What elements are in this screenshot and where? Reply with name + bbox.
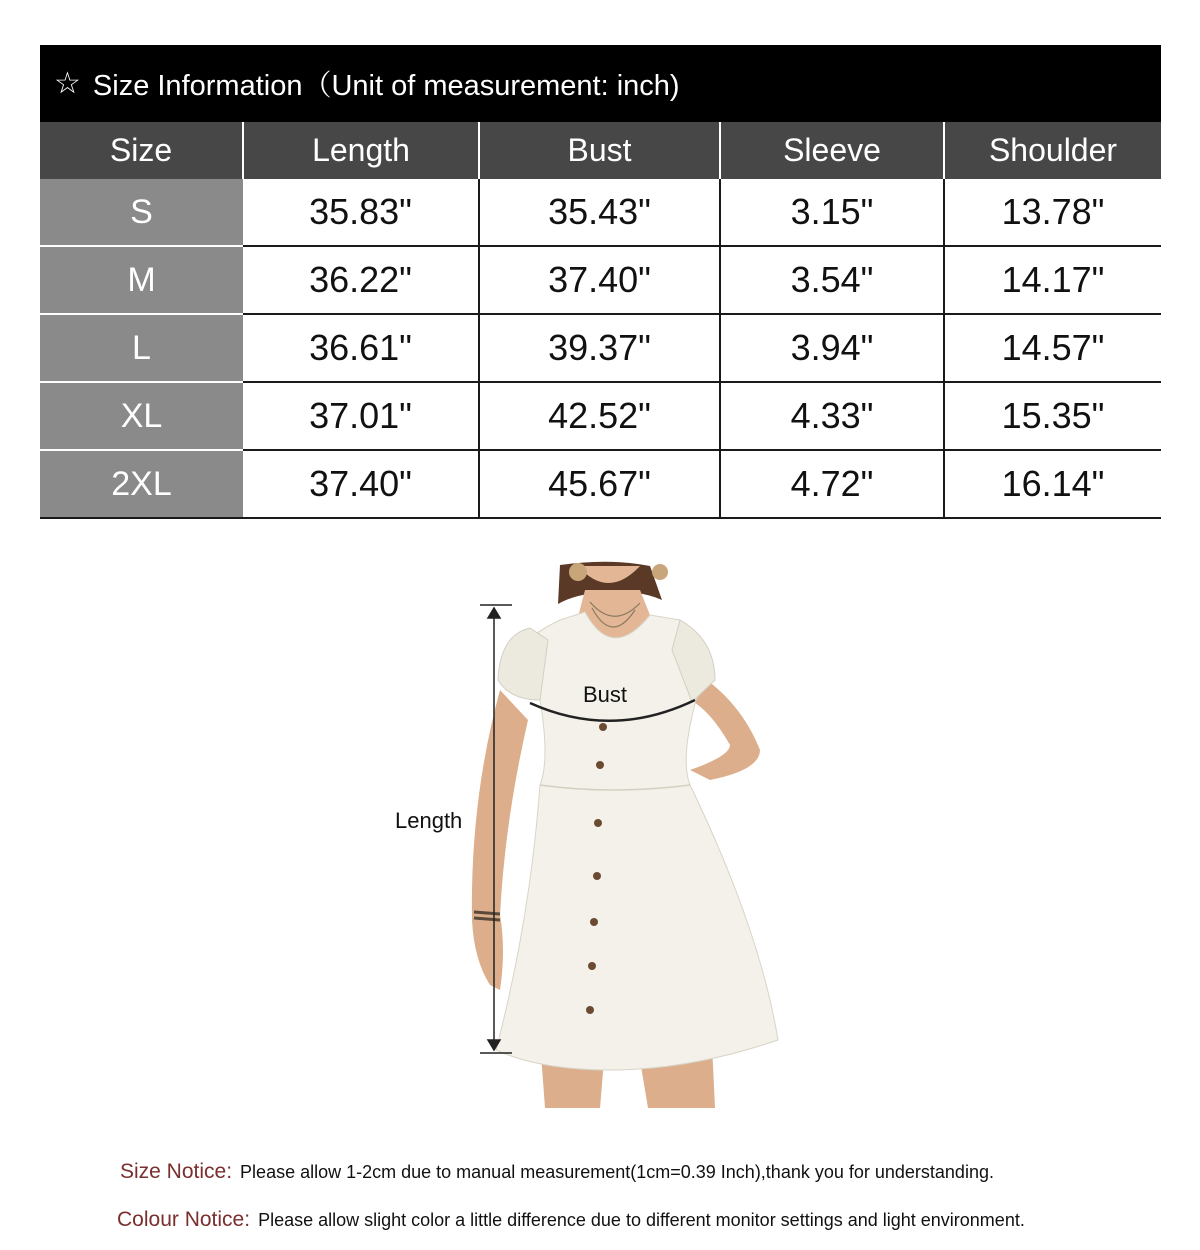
button-icon [594, 819, 602, 827]
sleeve-cell: 3.54" [720, 246, 944, 314]
button-icon [599, 723, 607, 731]
size-notice-title: Size Notice: [120, 1160, 233, 1183]
shoulder-cell: 14.17" [944, 246, 1161, 314]
table-row [40, 179, 1161, 246]
size-cell: L [40, 314, 243, 382]
size-information-title: Size Information（Unit of measurement: inch) [92, 70, 680, 102]
size-cell: XL [40, 382, 243, 450]
table-row [40, 314, 1161, 382]
button-icon [596, 761, 604, 769]
bust-cell: 42.52" [479, 382, 720, 450]
size-cell: 2XL [40, 450, 243, 518]
size-chart [40, 122, 1161, 519]
button-icon [590, 918, 598, 926]
sleeve-cell: 3.94" [720, 314, 944, 382]
size-cell: S [40, 179, 243, 246]
bust-cell: 39.37" [479, 314, 720, 382]
column-header-bust: Bust [479, 122, 720, 179]
size-notice [120, 1160, 994, 1184]
star-icon: ☆ [54, 67, 81, 100]
bust-cell: 37.40" [479, 246, 720, 314]
length-label: Length [395, 808, 463, 833]
button-icon [593, 872, 601, 880]
arrow-up-icon [488, 608, 500, 618]
button-icon [588, 962, 596, 970]
shoulder-cell: 14.57" [944, 314, 1161, 382]
column-header-sleeve: Sleeve [720, 122, 944, 179]
length-cell: 36.22" [243, 246, 479, 314]
table-header-row [40, 122, 1161, 179]
earring-icon [652, 564, 668, 580]
colour-notice-text: Please allow slight color a little difference due to different monitor settings and light environment. [258, 1210, 1025, 1230]
sleeve-cell: 3.15" [720, 179, 944, 246]
bust-cell: 35.43" [479, 179, 720, 246]
size-information-table [40, 45, 1161, 519]
length-cell: 37.01" [243, 382, 479, 450]
length-cell: 36.61" [243, 314, 479, 382]
earring-icon [569, 563, 587, 581]
shoulder-cell: 13.78" [944, 179, 1161, 246]
button-icon [586, 1006, 594, 1014]
table-row [40, 382, 1161, 450]
size-cell: M [40, 246, 243, 314]
size-notice-text: Please allow 1-2cm due to manual measurement(1cm=0.39 Inch),thank you for understanding. [240, 1162, 994, 1182]
colour-notice [117, 1208, 1025, 1232]
length-cell: 35.83" [243, 179, 479, 246]
column-header-length: Length [243, 122, 479, 179]
sleeve-cell: 4.72" [720, 450, 944, 518]
table-row [40, 246, 1161, 314]
shoulder-cell: 16.14" [944, 450, 1161, 518]
size-information-title-bar [40, 45, 1161, 122]
bust-cell: 45.67" [479, 450, 720, 518]
sleeve-left-shape [498, 628, 548, 700]
colour-notice-title: Colour Notice: [117, 1208, 251, 1231]
shoulder-cell: 15.35" [944, 382, 1161, 450]
sleeve-cell: 4.33" [720, 382, 944, 450]
bust-label: Bust [583, 682, 628, 707]
column-header-shoulder: Shoulder [944, 122, 1161, 179]
dress-measurement-figure [0, 560, 1200, 1120]
length-cell: 37.40" [243, 450, 479, 518]
table-row [40, 450, 1161, 518]
column-header-size: Size [40, 122, 243, 179]
